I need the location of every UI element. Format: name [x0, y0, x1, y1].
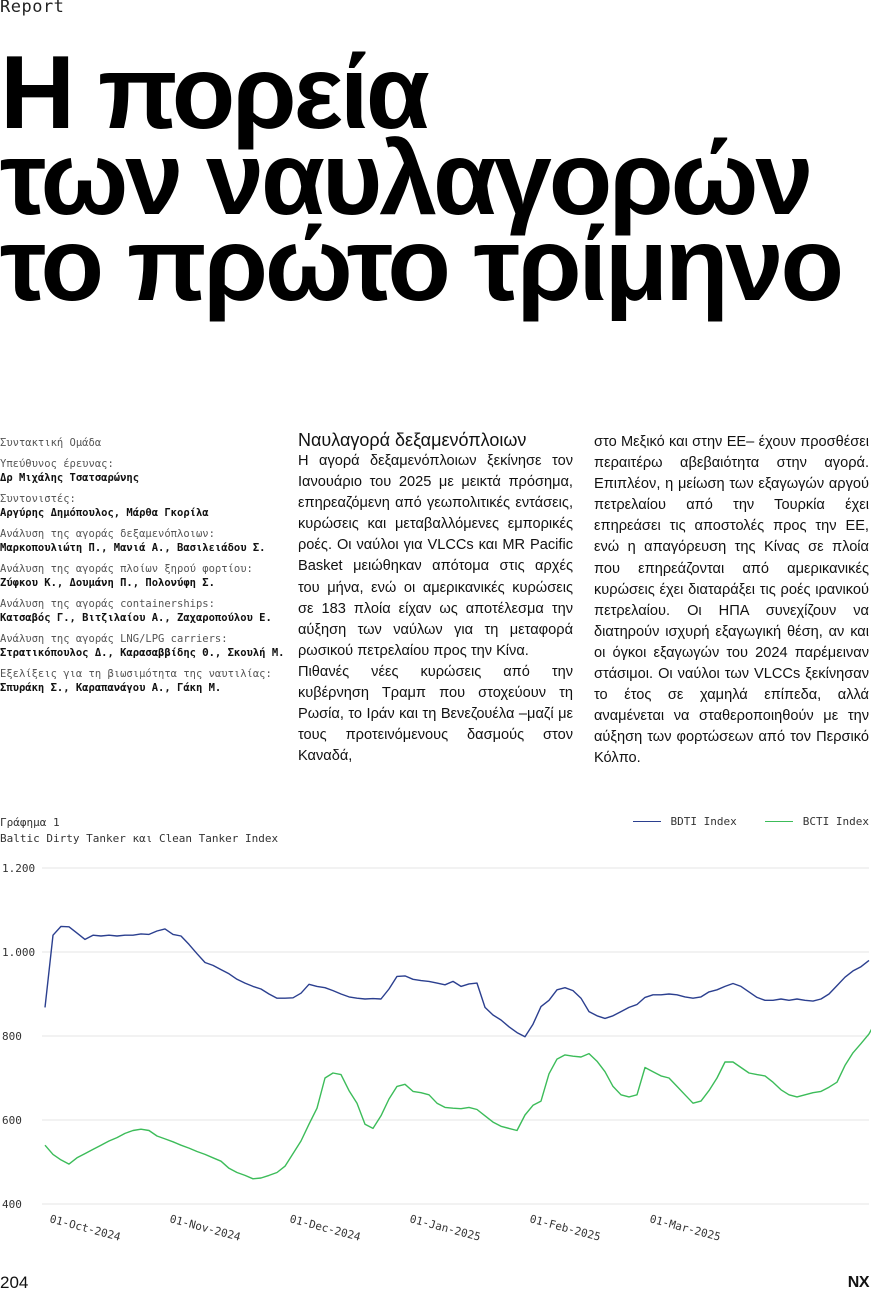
legend-label: BCTI Index: [802, 815, 869, 828]
credits-names: Ζύφκου Κ., Δουμάνη Π., Πολονύφη Σ.: [0, 577, 215, 589]
article-column-1: [298, 430, 573, 767]
credits-label: Συντακτική Ομάδα: [0, 437, 102, 449]
headline-line: των ναυλαγορών: [0, 121, 811, 237]
credits-names: Μαρκοπουλιώτη Π., Μανιά Α., Βασιλειάδου Σ.: [0, 542, 266, 554]
credits-names: Δρ Μιχάλης Τσατσαρώνης: [0, 472, 140, 484]
legend-item: [633, 815, 737, 828]
y-tick-label: 400: [2, 1198, 22, 1211]
x-tick-label: 01-Nov-2024: [168, 1212, 242, 1244]
credits-label: Υπεύθυνος έρευνας:: [0, 458, 114, 470]
y-tick-label: 1.000: [2, 946, 36, 959]
credits-block: [0, 436, 285, 702]
y-tick-label: 800: [2, 1030, 22, 1043]
legend-item: [765, 815, 869, 828]
y-tick-label: 600: [2, 1114, 22, 1127]
chart-caption: [0, 815, 278, 846]
headline-line: Η πορεία: [0, 35, 427, 151]
legend-swatch-bdti: [633, 821, 661, 822]
credits-label: Εξελίξεις για τη βιωσιμότητα της ναυτιλίας:: [0, 668, 272, 680]
x-tick-label: 01-Feb-2025: [528, 1212, 602, 1244]
x-tick-label: 01-Mar-2025: [648, 1212, 722, 1244]
section-label: Report: [0, 0, 65, 17]
page-number: 204: [0, 1273, 29, 1292]
credits-label: Ανάλυση της αγοράς δεξαμενόπλοιων:: [0, 528, 215, 540]
article-paragraph: Η αγορά δεξαμενόπλοιων ξεκίνησε τον Ιανουάριο του 2025 με μεικτά πρόσημα, επηρεαζόμενη από γεωπολιτικές εντάσεις, κυρώσεις και μεταβαλλόμενες εμπορικές ροές. Οι ναύλοι για VLCCs και MR Pacific Basket μειώθηκαν απότομα στις αρχές του μήνα, ενώ οι αμερικανικές κυρώσεις σε 183 πλοία είχαν ως αποτέλεσμα την αύξηση των ναύλων για τη μεταφορά ρωσικού πετρελαίου προς την Κίνα.: [298, 453, 573, 659]
x-tick-label: 01-Oct-2024: [48, 1212, 122, 1244]
y-tick-label: 1.200: [2, 862, 36, 875]
credits-label: Ανάλυση της αγοράς LNG/LPG carriers:: [0, 633, 228, 645]
series-line-bdti: [45, 926, 869, 1036]
credits-names: Στρατικόπουλος Δ., Καρασαββίδης Θ., Σκουλή Μ.: [0, 647, 285, 659]
credits-names: Αργύρης Δημόπουλος, Μάρθα Γκορίλα: [0, 507, 209, 519]
credits-label: Ανάλυση της αγοράς containerships:: [0, 598, 215, 610]
chart-legend: [633, 815, 869, 828]
x-tick-label: 01-Jan-2025: [408, 1212, 482, 1244]
series-line-bcti: [45, 1019, 871, 1179]
page-title: [0, 35, 871, 323]
headline-line: το πρώτο τρίμηνο: [0, 207, 841, 323]
credits-label: Ανάλυση της αγοράς πλοίων ξηρού φορτίου:: [0, 563, 253, 575]
line-chart: [0, 855, 871, 1255]
credits-names: Σπυράκη Σ., Καραπανάγου Α., Γάκη Μ.: [0, 682, 222, 694]
brand-logo: NX: [847, 1274, 869, 1291]
legend-label: BDTI Index: [670, 815, 737, 828]
chart-title: Baltic Dirty Tanker και Clean Tanker Index: [0, 831, 279, 845]
article-heading: Ναυλαγορά δεξαμενόπλοιων: [298, 430, 527, 450]
article-column-2: [594, 432, 869, 770]
credits-label: Συντονιστές:: [0, 493, 76, 505]
credits-names: Κατσαβός Γ., Βιτζιλαίου Α., Ζαχαροπούλου Ε.: [0, 612, 272, 624]
chart-figure-label: Γράφημα 1: [0, 816, 60, 829]
article-paragraph: στο Μεξικό και στην ΕΕ– έχουν προσθέσει περαιτέρω αβεβαιότητα στην αγορά. Επιπλέον, η μείωση των εξαγωγών αργού πετρελαίου από την Τουρκία έχει επηρεάσει τις αποστολές προς την ΕΕ, ενώ η απαγόρευση της Κίνας σε πλοία που επηρεάζονται από αμερικανικές κυρώσεις έχει διαταράξει τις ροές ιρανικού πετρελαίου. Οι ΗΠΑ συνεχίζουν να διατηρούν ισχυρή εξαγωγική θέση, αν και οι όγκοι εξαγωγών του 2024 παρέμειναν στάσιμοι. Οι ναύλοι των VLCCs ξεκίνησαν το έτος σε χαμηλά επίπεδα, αλλά αναμένεται να σταθεροποιηθούν με την αύξηση των φορτώσεων από τον Περσικό Κόλπο.: [594, 434, 869, 767]
legend-swatch-bcti: [765, 821, 793, 822]
x-tick-label: 01-Dec-2024: [288, 1212, 362, 1244]
article-paragraph: Πιθανές νέες κυρώσεις από την κυβέρνηση Τραμπ που στοχεύουν τη Ρωσία, το Ιράν και τη Βενεζουέλα –μαζί με τους προτεινόμενους δασμούς στον Καναδά,: [298, 663, 573, 765]
